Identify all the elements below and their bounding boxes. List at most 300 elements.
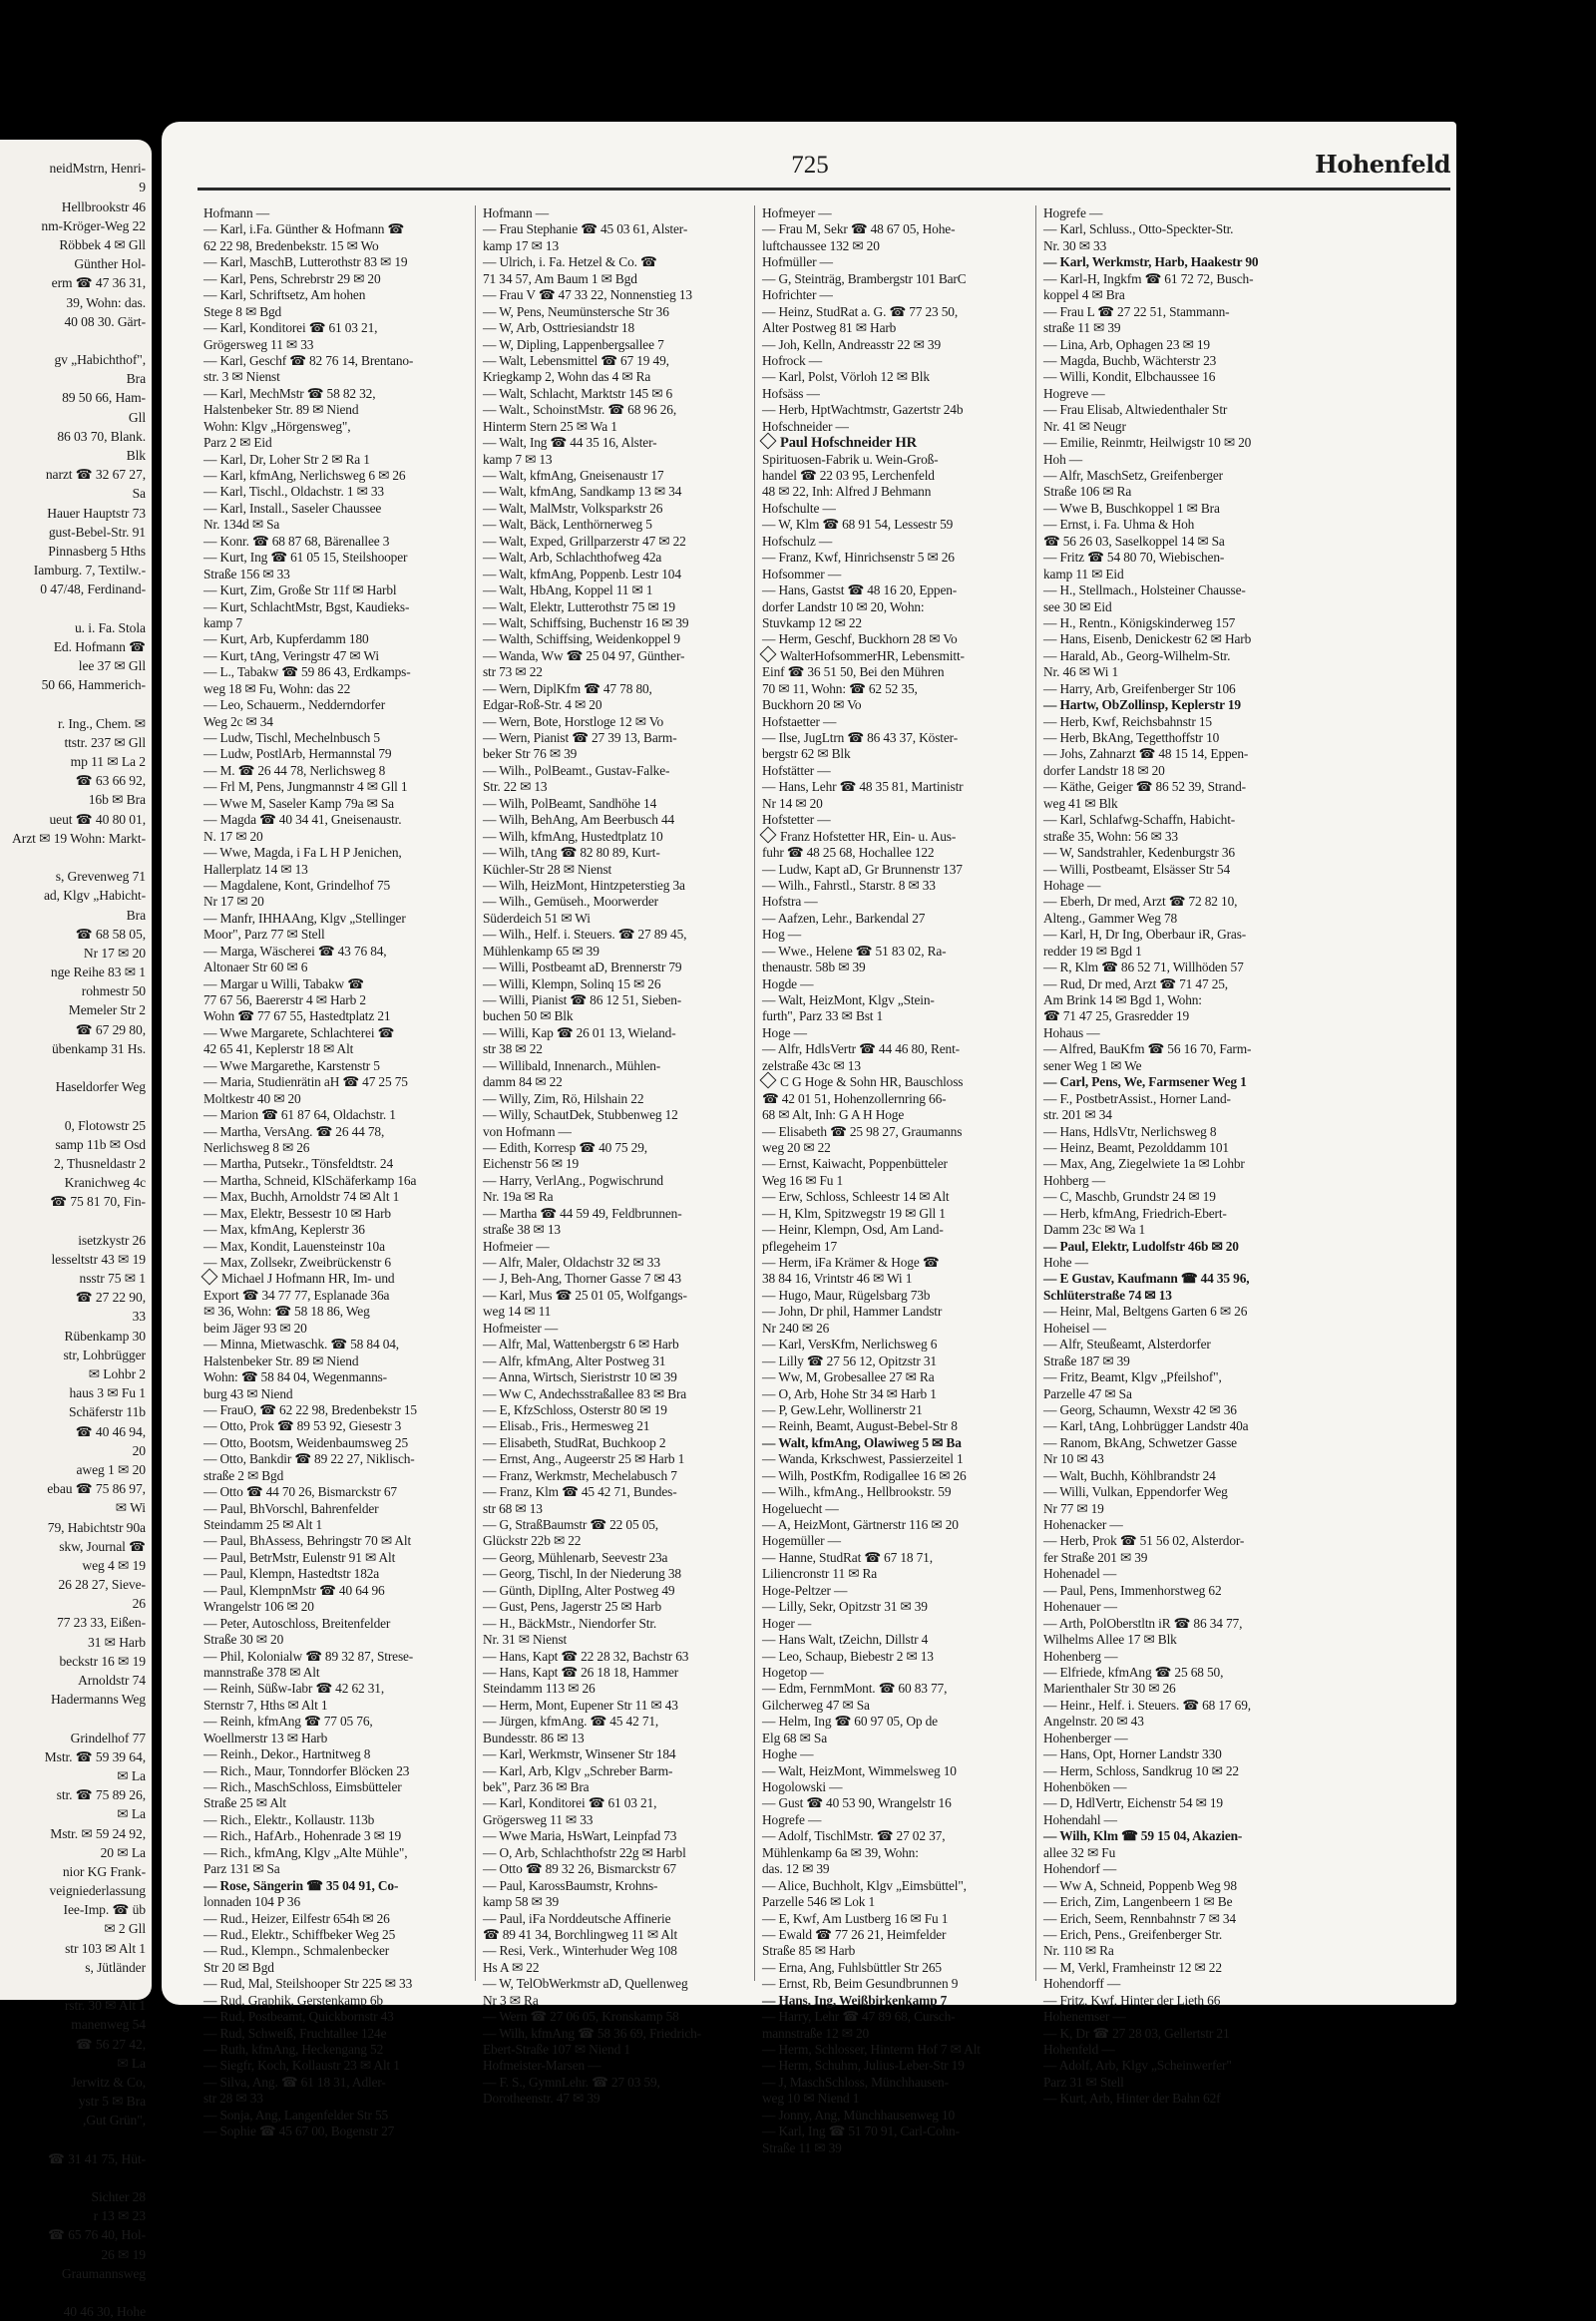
entry-text: — Magda, Buchb, Wächterstr 23 — [1043, 352, 1217, 368]
directory-entry-line — [479, 386, 758, 402]
entry-text: Eichenstr 56 ✉ 19 — [483, 1156, 580, 1172]
entry-text: Hoger — — [762, 1615, 812, 1631]
entry-text: Alteng., Gammer Weg 78 — [1043, 910, 1178, 926]
entry-text: Michael J Hofmann HR, Im- und — [221, 1271, 395, 1287]
entry-text: — Walt, Bäck, Lenthörnerweg 5 — [483, 517, 652, 533]
prev-page-line: 40 46 30, Hohe — [63, 2304, 146, 2320]
entry-text: Alter Postweg 81 ✉ Harb — [762, 320, 897, 336]
directory-entry-line — [200, 664, 479, 680]
entry-text: Straße 30 ✉ 20 — [203, 1632, 284, 1648]
directory-entry-line — [479, 1533, 758, 1549]
entry-text: — Arth, PolOberstltn iR ☎ 86 34 77, — [1043, 1615, 1243, 1631]
entry-text: Nr. 134d ✉ Sa — [203, 517, 280, 533]
directory-entry-line — [1039, 1812, 1319, 1828]
entry-text: weg 41 ✉ Blk — [1043, 795, 1118, 811]
directory-entry-line — [1039, 714, 1319, 730]
entry-text: thenaustr. 58b ✉ 39 — [762, 960, 866, 975]
entry-text: — Kurt, Arb, Hinter der Bahn 62f — [1043, 2091, 1221, 2107]
entry-text: — Wilh., Gemüseh., Moorwerder — [483, 894, 658, 910]
entry-text: — Herm, Schuhm, Julius-Leber-Str 19 — [762, 2058, 965, 2074]
entry-text: — Wilh., Helf. i. Steuers. ☎ 27 89 45, — [483, 927, 687, 943]
entry-text: — Hans, Opt, Horner Landstr 330 — [1043, 1746, 1222, 1762]
prev-page-line: ☎ 31 41 75, Hüt- — [47, 2150, 146, 2166]
directory-entry-line — [200, 402, 479, 418]
entry-text: — Otto ☎ 89 32 26, Bismarckstr 67 — [483, 1861, 676, 1877]
directory-entry-line — [1039, 221, 1319, 237]
prev-page-line: lee 37 ✉ Gll — [78, 658, 146, 674]
directory-entry-line — [1039, 976, 1319, 992]
directory-entry-line — [479, 976, 758, 992]
entry-text: Hofsommer — — [762, 566, 842, 581]
prev-page-line: str, Lohbrügger — [63, 1347, 146, 1362]
previous-page-fragment — [0, 140, 152, 2320]
directory-entry-line — [200, 320, 479, 336]
entry-text: — L., Tabakw ☎ 59 86 43, Erdkamps- — [203, 664, 411, 680]
directory-entry-line — [200, 2026, 479, 2042]
entry-text: — W, TelObWerkmstr aD, Quellenweg — [483, 1976, 688, 1992]
directory-entry-line — [200, 992, 479, 1008]
entry-text: — Erich, Zim, Langenbeern 1 ✉ Be — [1043, 1894, 1233, 1910]
entry-text: Hofschneider — — [762, 418, 849, 434]
directory-entry-line — [479, 2042, 758, 2058]
directory-entry-line — [1039, 697, 1319, 713]
entry-text: Hoghe — — [762, 1746, 814, 1762]
entry-text: — Harry, Arb, Greifenberger Str 106 — [1043, 680, 1236, 696]
entry-text: ☎ 56 26 03, Saselkoppel 14 ✉ Sa — [1043, 533, 1225, 549]
directory-entry-line — [200, 1861, 479, 1877]
directory-entry-line — [479, 254, 758, 270]
entry-text: Wrangelstr 106 ✉ 20 — [203, 1599, 314, 1615]
directory-entry-line — [758, 648, 1037, 664]
prev-page-line: 39, Wohn: das. — [66, 294, 146, 310]
directory-entry-line — [200, 419, 479, 435]
entry-text: — K, Dr ☎ 27 28 03, Gellertstr 21 — [1043, 2025, 1230, 2041]
directory-entry-line — [200, 1354, 479, 1369]
directory-entry-line — [200, 1239, 479, 1255]
directory-entry-line — [200, 1583, 479, 1599]
entry-text: — Maria, Studienrätin aH ☎ 47 25 75 — [203, 1074, 408, 1090]
directory-entry-line — [200, 812, 479, 828]
directory-entry-line — [758, 369, 1037, 385]
entry-text: — Herm, Schlosser, Hinterm Hof 7 ✉ Alt — [762, 2042, 981, 2057]
directory-entry-line — [1039, 829, 1319, 845]
entry-text: Liliencronstr 11 ✉ Ra — [762, 1566, 878, 1582]
directory-entry-line — [1039, 1451, 1319, 1467]
entry-text: — Walt, Buchh, Köhlbrandstr 24 — [1043, 1467, 1216, 1483]
directory-entry-line — [479, 1074, 758, 1090]
directory-entry-line — [758, 2009, 1037, 2025]
entry-text: Edgar-Roß-Str. 4 ✉ 20 — [483, 697, 602, 713]
prev-page-line: gv „Habichthof", — [54, 352, 146, 368]
entry-text: Hohaus — — [1043, 1024, 1100, 1040]
directory-entry-line — [200, 238, 479, 254]
directory-entry-line — [479, 468, 758, 484]
directory-entry-line — [758, 714, 1037, 730]
prev-page-line — [0, 694, 152, 713]
entry-text: — Rud., Klempn., Schmalenbecker — [203, 1943, 390, 1959]
directory-entry-line — [758, 1271, 1037, 1287]
prev-page-line: Hadermanns Weg — [50, 1692, 146, 1708]
directory-entry-line — [1039, 1649, 1319, 1665]
directory-entry-line — [1039, 944, 1319, 960]
directory-entry-line — [479, 746, 758, 762]
directory-entry-line — [758, 1074, 1037, 1090]
prev-page-line: weg 4 ✉ 19 — [82, 1557, 146, 1573]
directory-entry-line — [479, 534, 758, 550]
prev-page-line: aweg 1 ✉ 20 — [76, 1461, 146, 1477]
directory-entry-line — [200, 599, 479, 615]
entry-text: Hohe — — [1043, 1255, 1088, 1270]
prev-page-line: Nr 17 ✉ 20 — [83, 945, 146, 961]
entry-text: — H, Klm, Spitzwegstr 19 ✉ Gll 1 — [762, 1205, 946, 1221]
entry-text: — Hans, Ing, Weißbirkenkamp 7 — [762, 1992, 948, 2008]
entry-text: Mühlenkamp 6a ✉ 39, Wohn: — [762, 1844, 919, 1860]
entry-text: — Wilh, BehAng, Am Beerbusch 44 — [483, 812, 675, 828]
entry-text: — H., Stellmach., Holsteiner Chausse- — [1043, 582, 1246, 598]
directory-entry-line — [758, 1681, 1037, 1697]
prev-page-line: 77 23 33, Eißen- — [56, 1615, 146, 1631]
directory-entry-line — [200, 304, 479, 320]
prev-page-line: haus 3 ✉ Fu 1 — [69, 1385, 146, 1401]
directory-entry-line — [200, 2091, 479, 2107]
entry-text: — Herb, HptWachtmstr, Gazertstr 24b — [762, 402, 964, 418]
directory-entry-line — [758, 796, 1037, 812]
entry-text: ☎ 89 41 34, Borchlingweg 11 ✉ Alt — [483, 1926, 678, 1942]
prev-page-line: Sichter 28 — [91, 2189, 146, 2205]
entry-text: — Rud, Postbeamt, Quickbornstr 43 — [203, 2009, 394, 2025]
entry-text: — Herb, Kwf, Reichsbahnstr 15 — [1043, 713, 1212, 729]
directory-entry-line — [479, 730, 758, 746]
directory-entry-line — [479, 2026, 758, 2042]
entry-text: Halstenbeker Str. 89 ✉ Niend — [203, 1353, 359, 1368]
directory-entry-line — [758, 779, 1037, 795]
entry-text: — Willi, Pianist ☎ 86 12 51, Sieben- — [483, 992, 682, 1007]
directory-entry-line — [1039, 599, 1319, 615]
directory-entry-line — [1039, 1533, 1319, 1549]
entry-text: — Frau Elisab, Altwiedenthaler Str — [1043, 402, 1228, 418]
prev-page-line: rohmestr 50 — [81, 983, 146, 999]
entry-text: — Ulrich, i. Fa. Hetzel & Co. ☎ — [483, 254, 657, 270]
entry-text: Hohendahl — — [1043, 1811, 1117, 1827]
directory-entry-line — [200, 337, 479, 353]
entry-text: — Karl, Schlafwg-Schaffn, Habicht- — [1043, 812, 1236, 828]
directory-entry-line — [1039, 205, 1319, 221]
entry-text: Franz Hofstetter HR, Ein- u. Aus- — [780, 828, 957, 844]
entry-text: kamp 17 ✉ 13 — [483, 237, 559, 253]
entry-text: Hogetop — — [762, 1664, 824, 1680]
directory-entry-line — [1039, 1960, 1319, 1976]
directory-entry-line — [479, 435, 758, 451]
directory-entry-line — [758, 1993, 1037, 2009]
directory-entry-line — [1039, 1616, 1319, 1632]
directory-entry-line — [479, 1943, 758, 1959]
directory-entry-line — [1039, 1074, 1319, 1090]
entry-text: Nr. 41 ✉ Neugr — [1043, 418, 1126, 434]
entry-text: — Herm, iFa Krämer & Hoge ☎ — [762, 1255, 940, 1270]
directory-entry-line — [200, 697, 479, 713]
directory-entry-line — [479, 1058, 758, 1074]
entry-text: Hohage — — [1043, 877, 1101, 893]
entry-text: burg 43 ✉ Niend — [203, 1385, 293, 1401]
entry-text: — FrauO, ☎ 62 22 98, Bredenbekstr 15 — [203, 1401, 417, 1417]
directory-entry-line — [479, 1189, 758, 1205]
directory-entry-line — [758, 1239, 1037, 1255]
entry-text: Straße 25 ✉ Alt — [203, 1795, 286, 1811]
directory-entry-line — [479, 796, 758, 812]
directory-entry-line — [200, 796, 479, 812]
entry-text: Nr 10 ✉ 43 — [1043, 1451, 1104, 1467]
directory-entry-line — [200, 1025, 479, 1041]
directory-entry-line — [1039, 1763, 1319, 1779]
entry-text: — Walt, Schiffsing, Buchenstr 16 ✉ 39 — [483, 614, 689, 630]
entry-text: Hofmüller — — [762, 254, 833, 270]
entry-text: — Hugo, Maur, Rügelsbarg 73b — [762, 1287, 931, 1303]
entry-text: — John, Dr phil, Hammer Landstr — [762, 1304, 943, 1320]
prev-page-line: Jerwitz & Co, — [71, 2074, 146, 2090]
directory-entry-line — [758, 1156, 1037, 1172]
entry-text: — E, Kwf, Am Lustberg 16 ✉ Fu 1 — [762, 1910, 949, 1926]
entry-text: — Rose, Sängerin ☎ 35 04 91, Co- — [203, 1877, 399, 1893]
directory-entry-line — [758, 221, 1037, 237]
directory-entry-line — [479, 1911, 758, 1927]
directory-entry-line — [200, 1107, 479, 1123]
entry-text: — Ernst, Rb, Beim Gesundbrunnen 9 — [762, 1976, 959, 1992]
directory-entry-line — [479, 1304, 758, 1320]
entry-text: Hohenadel — — [1043, 1566, 1117, 1582]
entry-text: — Erw, Schloss, Schleestr 14 ✉ Alt — [762, 1189, 950, 1205]
directory-entry-line — [200, 894, 479, 910]
prev-page-line: ✉ La — [117, 1767, 146, 1783]
entry-text: — Emilie, Reinmtr, Heilwigstr 10 ✉ 20 — [1043, 435, 1252, 451]
entry-text: — Ludw, Kapt aD, Gr Brunnenstr 137 — [762, 861, 963, 877]
entry-text: — Paul, KlempnMstr ☎ 40 64 96 — [203, 1582, 385, 1598]
entry-text: — Fritz ☎ 54 80 70, Wiebischen- — [1043, 550, 1225, 566]
entry-text: Hohenberg — — [1043, 1648, 1118, 1664]
entry-text: Hogrefe — — [1043, 205, 1103, 220]
entry-text: — Kurt, SchlachtMstr, Bgst, Kaudieks- — [203, 598, 410, 614]
directory-entry-line — [200, 779, 479, 795]
directory-entry-line — [758, 862, 1037, 878]
directory-entry-line — [758, 484, 1037, 500]
entry-text: — Rud., Heizer, Eilfestr 654h ✉ 26 — [203, 1910, 390, 1926]
entry-text: — Willibald, Innenarch., Mühlen- — [483, 1057, 661, 1073]
entry-text: — Karl, Polst, Vörloh 12 ✉ Blk — [762, 369, 930, 385]
entry-text: — Karl, Tischl., Oldachstr. 1 ✉ 33 — [203, 484, 384, 500]
directory-entry-line — [200, 944, 479, 960]
entry-text: Hofsäss — — [762, 385, 820, 401]
directory-entry-line — [479, 779, 758, 795]
header-rule — [198, 188, 1450, 191]
entry-text: — Frau Stephanie ☎ 45 03 61, Alster- — [483, 221, 688, 237]
entry-text: zelstraße 43c ✉ 13 — [762, 1057, 861, 1073]
directory-entry-line — [479, 927, 758, 943]
entry-text: Gilcherweg 47 ✉ Sa — [762, 1697, 870, 1713]
directory-column-3 — [758, 205, 1037, 2155]
directory-entry-line — [758, 960, 1037, 975]
prev-page-line: ✉ 2 Gll — [104, 1921, 146, 1937]
directory-entry-line — [758, 1140, 1037, 1156]
directory-entry-line — [1039, 845, 1319, 861]
entry-text: — Otto, Prok ☎ 89 53 92, Giesestr 3 — [203, 1418, 402, 1434]
directory-entry-line — [200, 1943, 479, 1959]
directory-entry-line — [200, 369, 479, 385]
entry-text: Straße 106 ✉ Ra — [1043, 484, 1132, 500]
prev-page-line: neidMstrn, Henri- — [49, 161, 146, 177]
directory-entry-line — [1039, 796, 1319, 812]
directory-entry-line — [1039, 1041, 1319, 1057]
directory-entry-line — [758, 1124, 1037, 1140]
directory-entry-line — [758, 2026, 1037, 2042]
prev-page-line: Arzt ✉ 19 Wohn: Markt- — [12, 830, 146, 846]
directory-entry-line — [479, 353, 758, 369]
entry-text: — Siegfr, Koch, Kollaustr 23 ✉ Alt 1 — [203, 2058, 400, 2074]
directory-entry-line — [1039, 615, 1319, 631]
directory-entry-line — [1039, 369, 1319, 385]
directory-entry-line — [758, 1321, 1037, 1337]
directory-entry-line — [758, 1058, 1037, 1074]
directory-entry-line — [200, 1156, 479, 1172]
entry-text: — C, Maschb, Grundstr 24 ✉ 19 — [1043, 1189, 1216, 1205]
entry-text: Straße 187 ✉ 39 — [1043, 1353, 1130, 1368]
directory-entry-line — [758, 501, 1037, 517]
directory-entry-line — [200, 911, 479, 927]
prev-page-line — [0, 1709, 152, 1728]
prev-page-line — [0, 1096, 152, 1115]
directory-entry-line — [1039, 681, 1319, 697]
directory-entry-line — [758, 599, 1037, 615]
directory-column-1 — [200, 205, 479, 2139]
directory-entry-line — [200, 960, 479, 975]
prev-page-line: Iamburg. 7, Textilw.- — [33, 563, 146, 579]
entry-text: Hofrichter — — [762, 287, 833, 303]
entry-text: Grögersweg 11 ✉ 33 — [483, 1811, 594, 1827]
directory-entry-line — [1039, 238, 1319, 254]
entry-text: Ebert-Straße 107 ✉ Niend 1 — [483, 2042, 630, 2057]
entry-text: — Ernst, i. Fa. Uhma & Hoh — [1043, 517, 1195, 533]
entry-text: — Erich, Seem, Rennbahnstr 7 ✉ 34 — [1043, 1910, 1236, 1926]
directory-entry-line — [200, 2042, 479, 2058]
prev-page-line: s, Grevenweg 71 — [55, 869, 146, 885]
entry-text: 77 67 56, Baererstr 4 ✉ Harb 2 — [203, 992, 366, 1007]
prev-page-line: ☎ 75 81 70, Fin- — [50, 1194, 146, 1210]
entry-text: Dorotheenstr. 47 ✉ 39 — [483, 2091, 600, 2107]
entry-text: mannstraße 12 ✉ 20 — [762, 2025, 870, 2041]
prev-page-line: Gll — [128, 409, 146, 425]
entry-text: — Wilh, Klm ☎ 59 15 04, Akazien- — [1043, 1828, 1243, 1844]
entry-text: — F. S., GymnLehr. ☎ 27 03 59, — [483, 2074, 660, 2090]
entry-text: — Manfr, IHHAAng, Klgv „Stellinger — [203, 910, 406, 926]
prev-page-line: r. Ing., Chem. ✉ — [58, 715, 146, 731]
entry-text: Hofmeister — — [483, 1320, 559, 1336]
entry-text: — Karl, MechMstr ☎ 58 82 32, — [203, 385, 376, 401]
entry-text: — Herm, Geschf, Buckhorn 28 ✉ Vo — [762, 631, 958, 647]
prev-page-line: ebau ☎ 75 86 97, — [47, 1481, 146, 1497]
directory-entry-line — [1039, 254, 1319, 270]
directory-entry-line — [1039, 2091, 1319, 2107]
entry-text: Hohenemser — — [1043, 2009, 1126, 2025]
directory-entry-line — [758, 1878, 1037, 1894]
entry-text: — Otto, Bootsm, Weidenbaumsweg 25 — [203, 1434, 408, 1450]
directory-entry-line — [758, 911, 1037, 927]
entry-text: — Alfred, BauKfm ☎ 56 16 70, Farm- — [1043, 1041, 1252, 1057]
entry-text: — Silva, Ang. ☎ 61 18 31, Adler- — [203, 2074, 386, 2090]
entry-text: — Heinz, StudRat a. G. ☎ 77 23 50, — [762, 303, 959, 319]
entry-text: — Walt, HeizMont, Wimmelsweg 10 — [762, 1762, 957, 1778]
directory-entry-line — [479, 1402, 758, 1418]
directory-entry-line — [758, 681, 1037, 697]
entry-text: — Wwe Margarethe, Karstenstr 5 — [203, 1057, 380, 1073]
entry-text: Marienthaler Str 30 ✉ 26 — [1043, 1681, 1176, 1697]
entry-text: koppel 4 ✉ Bra — [1043, 287, 1125, 303]
entry-text: — Harald, Ab., Georg-Wilhelm-Str. — [1043, 647, 1231, 663]
entry-text: — Ilse, JugLtrn ☎ 86 43 37, Köster- — [762, 730, 959, 745]
entry-text: 70 ✉ 11, Wohn: ☎ 62 52 35, — [762, 680, 918, 696]
entry-text: — Phil, Kolonialw ☎ 89 32 87, Strese- — [203, 1648, 414, 1664]
directory-entry-line — [200, 1140, 479, 1156]
entry-text: Altonaer Str 60 ✉ 6 — [203, 960, 308, 975]
directory-entry-line — [758, 2124, 1037, 2139]
directory-entry-line — [758, 2140, 1037, 2156]
entry-text: — Karl, H, Dr Ing, Oberbaur iR, Gras- — [1043, 927, 1247, 943]
directory-entry-line — [758, 1451, 1037, 1467]
directory-entry-line — [758, 1861, 1037, 1877]
directory-entry-line — [1039, 1369, 1319, 1385]
prev-page-line: 2, Thusneldastr 2 — [53, 1155, 146, 1171]
directory-entry-line — [758, 1550, 1037, 1566]
entry-text: damm 84 ✉ 22 — [483, 1074, 563, 1090]
entry-text: — Elisabeth, StudRat, Buchkoop 2 — [483, 1434, 666, 1450]
prev-page-line: ✉ Wi — [115, 1500, 146, 1516]
directory-entry-line — [200, 730, 479, 746]
directory-entry-line — [479, 484, 758, 500]
directory-entry-line — [758, 976, 1037, 992]
directory-entry-line — [1039, 534, 1319, 550]
directory-entry-line — [1039, 1189, 1319, 1205]
prev-page-line: nsstr 75 ✉ 1 — [79, 1271, 146, 1287]
entry-text: — Herb, BkAng, Tegetthoffstr 10 — [1043, 730, 1220, 745]
directory-entry-line — [758, 1845, 1037, 1861]
directory-entry-line — [1039, 1239, 1319, 1255]
entry-text: Hoge-Peltzer — — [762, 1582, 848, 1598]
entry-text: — Wilh, kfmAng, Hustedtplatz 10 — [483, 828, 663, 844]
entry-text: Einf ☎ 36 51 50, Bei den Mühren — [762, 664, 945, 680]
prev-page-line: 89 50 66, Ham- — [62, 390, 146, 406]
directory-entry-line — [479, 1927, 758, 1943]
directory-entry-line — [1039, 1321, 1319, 1337]
entry-text: Paul Hofschneider HR — [780, 435, 917, 452]
directory-entry-line — [758, 1484, 1037, 1500]
prev-page-line: ☎ 67 29 80, — [75, 1021, 146, 1037]
directory-entry-line — [200, 205, 479, 221]
entry-text: — Martha, VersAng. ☎ 26 44 78, — [203, 1123, 385, 1139]
directory-entry-line — [479, 1779, 758, 1795]
directory-entry-line — [758, 1354, 1037, 1369]
directory-entry-line — [1039, 2009, 1319, 2025]
directory-entry-line — [758, 2108, 1037, 2124]
entry-text: str 68 ✉ 13 — [483, 1500, 543, 1516]
entry-text: — Rud, Mal, Steilshooper Str 225 ✉ 33 — [203, 1976, 413, 1992]
entry-text: Moor", Parz 77 ✉ Stell — [203, 927, 325, 943]
prev-page-line: nior KG Frank- — [62, 1863, 146, 1879]
directory-entry-line — [479, 944, 758, 960]
prev-page-line: s, Jütländer — [85, 1959, 146, 1975]
entry-text: kamp 58 ✉ 39 — [483, 1894, 559, 1910]
entry-text: Straße 11 ✉ 39 — [762, 2139, 842, 2155]
entry-text: Grögersweg 11 ✉ 33 — [203, 336, 314, 352]
prev-page-line — [0, 2283, 152, 2302]
directory-entry-line — [1039, 664, 1319, 680]
entry-text: Hoh — — [1043, 451, 1083, 467]
